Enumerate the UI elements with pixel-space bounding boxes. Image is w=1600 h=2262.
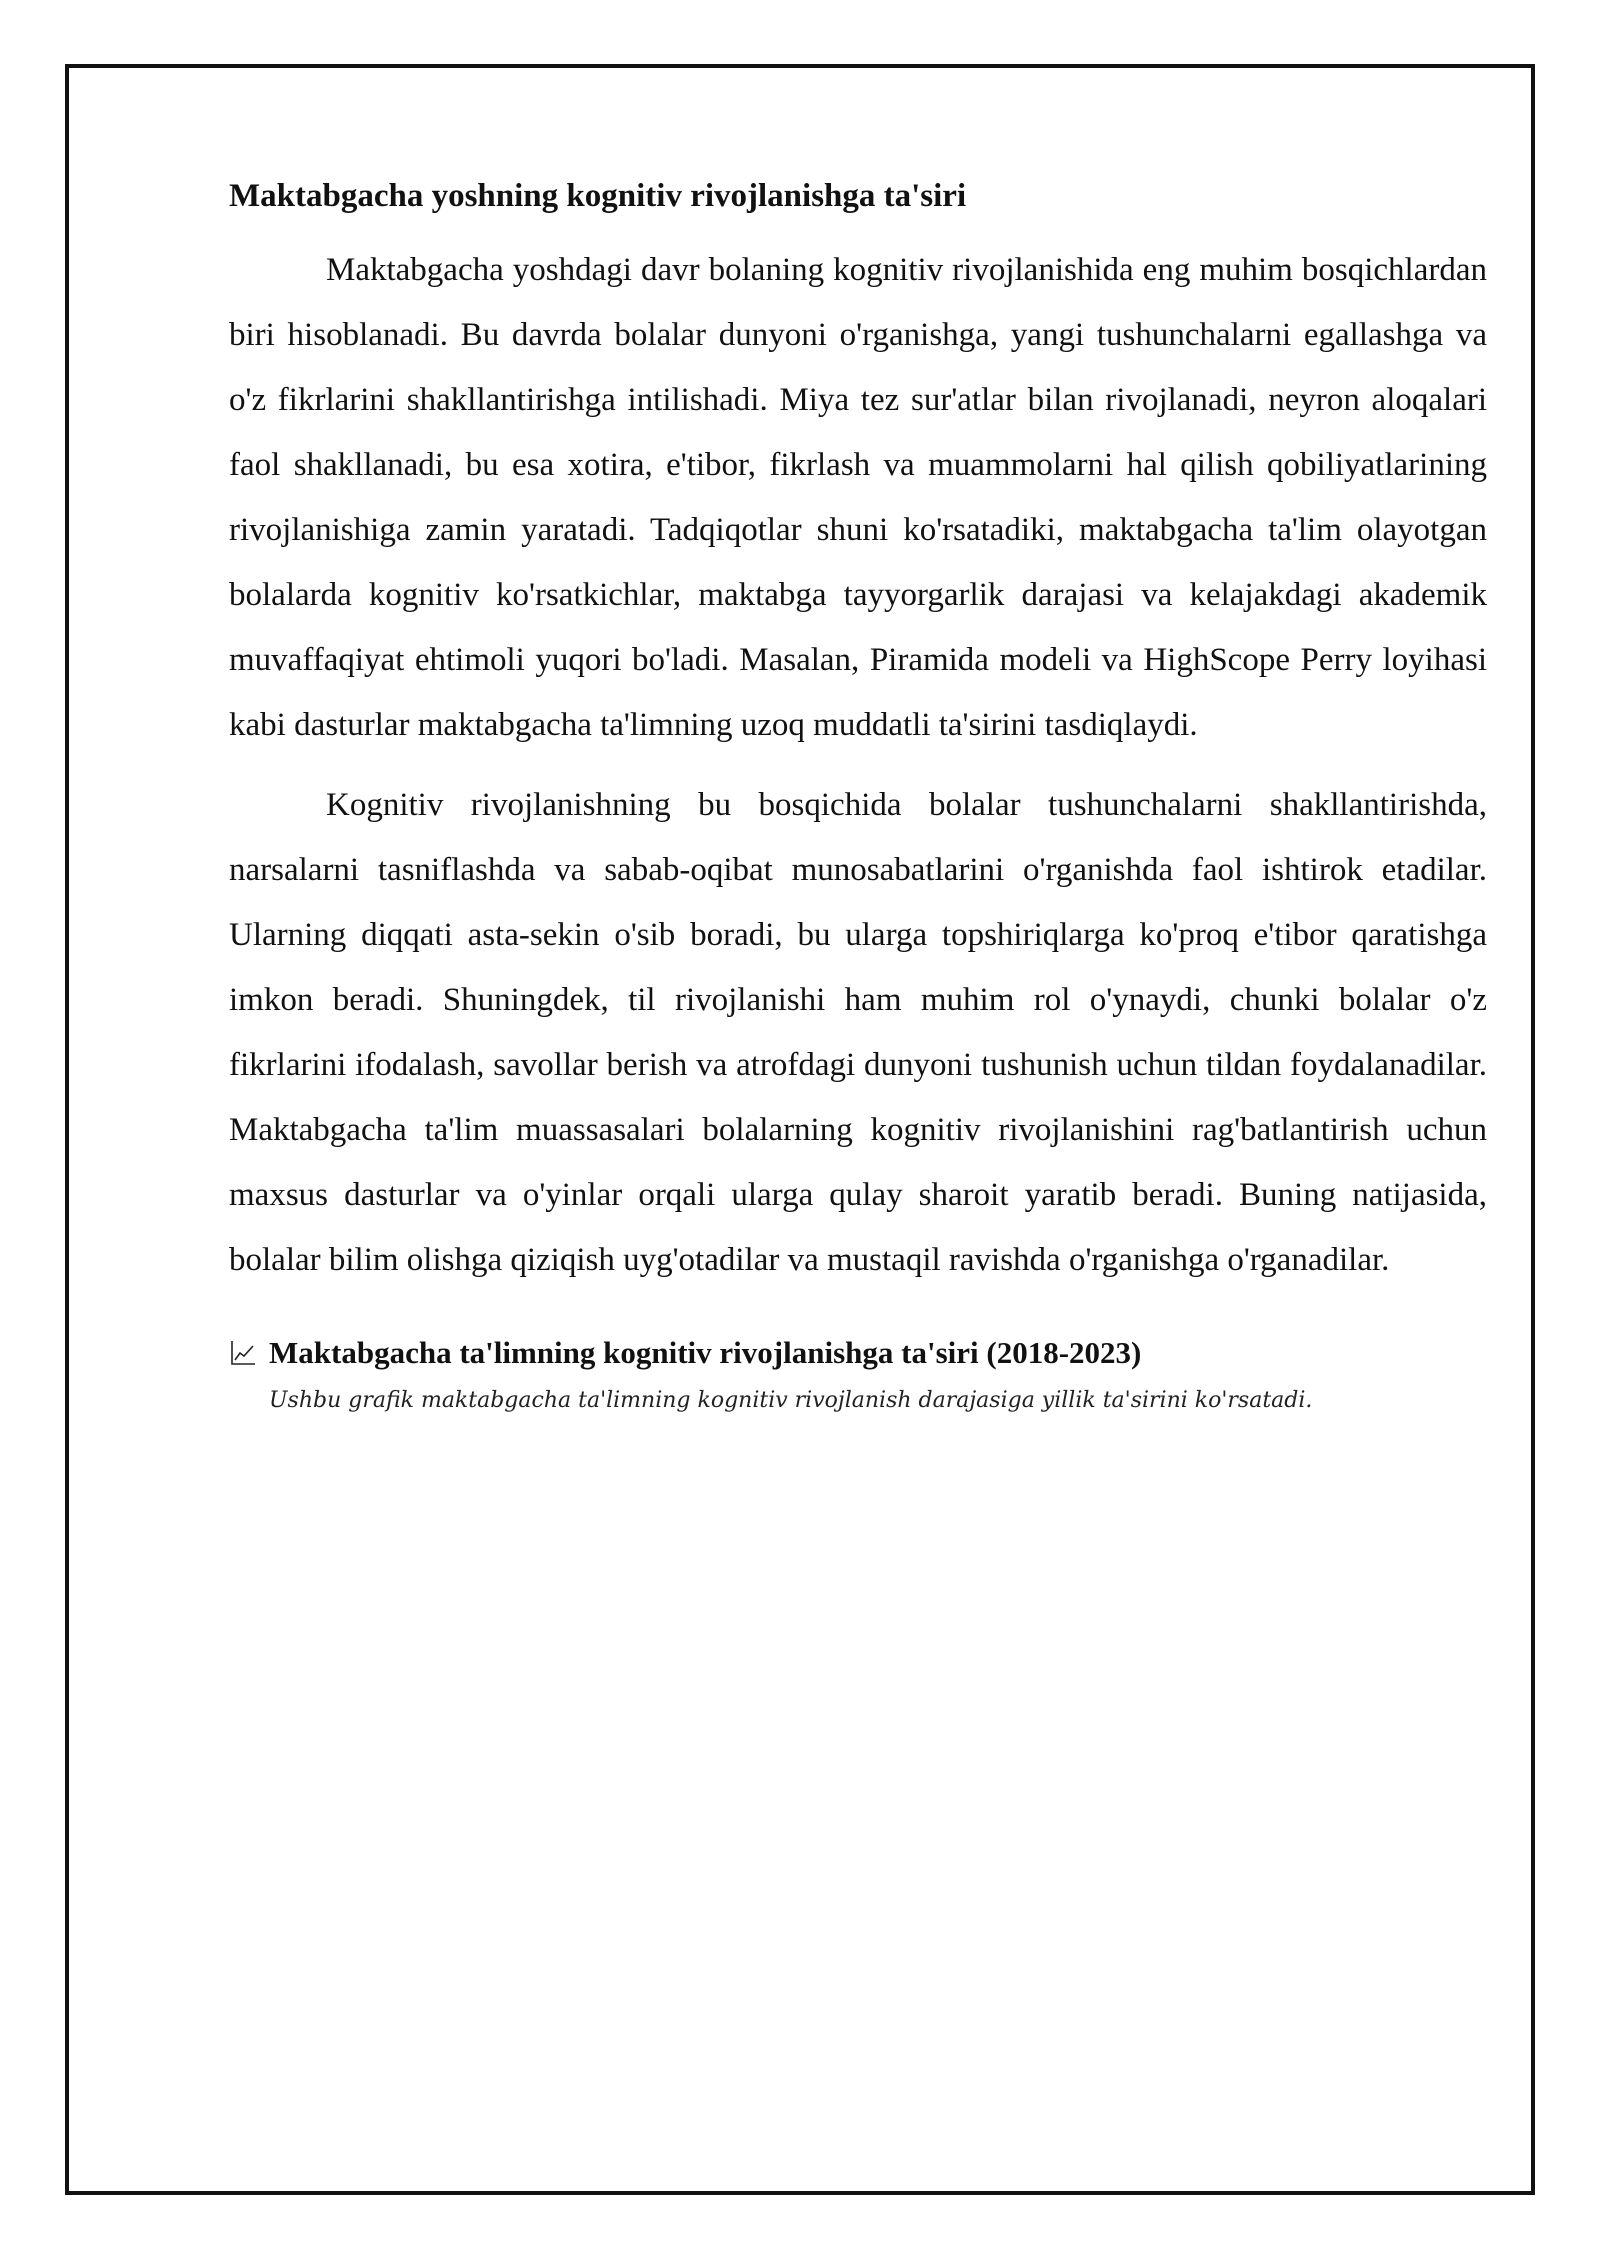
- chart-increasing-icon: [229, 1339, 257, 1367]
- document-body: [229, 172, 1487, 1417]
- figure-caption: Ushbu grafik maktabgacha ta'limning kognitiv rivojlanish darajasiga yillik ta'sirini ko'rsatadi.: [269, 1388, 1313, 1413]
- paragraph-2: Kognitiv rivojlanishning bu bosqichida bolalar tushunchalarni shakllantirishda, narsalarni tasniflashda va sabab-oqibat munosabatlarini o'rganishda faol ishtirok etadilar. Ularning diqqati asta-sekin o'sib boradi, bu ularga topshiriqlarga ko'proq e'tibor qaratishga imkon beradi. Shuningdek, til rivojlanishi ham muhim rol o'ynaydi, chunki bolalar o'z fikrlarini ifodalash, savollar berish va atrofdagi dunyoni tushunish uchun tildan foydalanadilar. Maktabgacha ta'lim muassasalari bolalarning kognitiv rivojlanishini rag'batlantirish uchun maxsus dasturlar va o'yinlar orqali ularga qulay sharoit yaratib beradi. Buning natijasida, bolalar bilim olishga qiziqish uyg'otadilar va mustaqil ravishda o'rganishga o'rganadilar.: [229, 787, 1487, 1278]
- paragraph-1: Maktabgacha yoshdagi davr bolaning kognitiv rivojlanishida eng muhim bosqichlardan biri hisoblanadi. Bu davrda bolalar dunyoni o'rganishga, yangi tushunchalarni egallashga va o'z fikrlarini shakllantirishga intilishadi. Miya tez sur'atlar bilan rivojlanadi, neyron aloqalari faol shakllanadi, bu esa xotira, e'tibor, fikrlash va muammolarni hal qilish qobiliyatlarining rivojlanishiga zamin yaratadi. Tadqiqotlar shuni ko'rsatadiki, maktabgacha ta'lim olayotgan bolalarda kognitiv ko'rsatkichlar, maktabga tayyorgarlik darajasi va kelajakdagi akademik muvaffaqiyat ehtimoli yuqori bo'ladi. Masalan, Piramida modeli va HighScope Perry loyihasi kabi dasturlar maktabgacha ta'limning uzoq muddatli ta'sirini tasdiqlaydi.: [229, 252, 1487, 743]
- figure-title-row: [229, 1331, 1487, 1375]
- figure-title: Maktabgacha ta'limning kognitiv rivojlanishga ta'siri (2018-2023): [269, 1335, 1142, 1370]
- figure-block: [229, 1331, 1487, 1417]
- section-heading: Maktabgacha yoshning kognitiv rivojlanishga ta'siri: [229, 178, 967, 214]
